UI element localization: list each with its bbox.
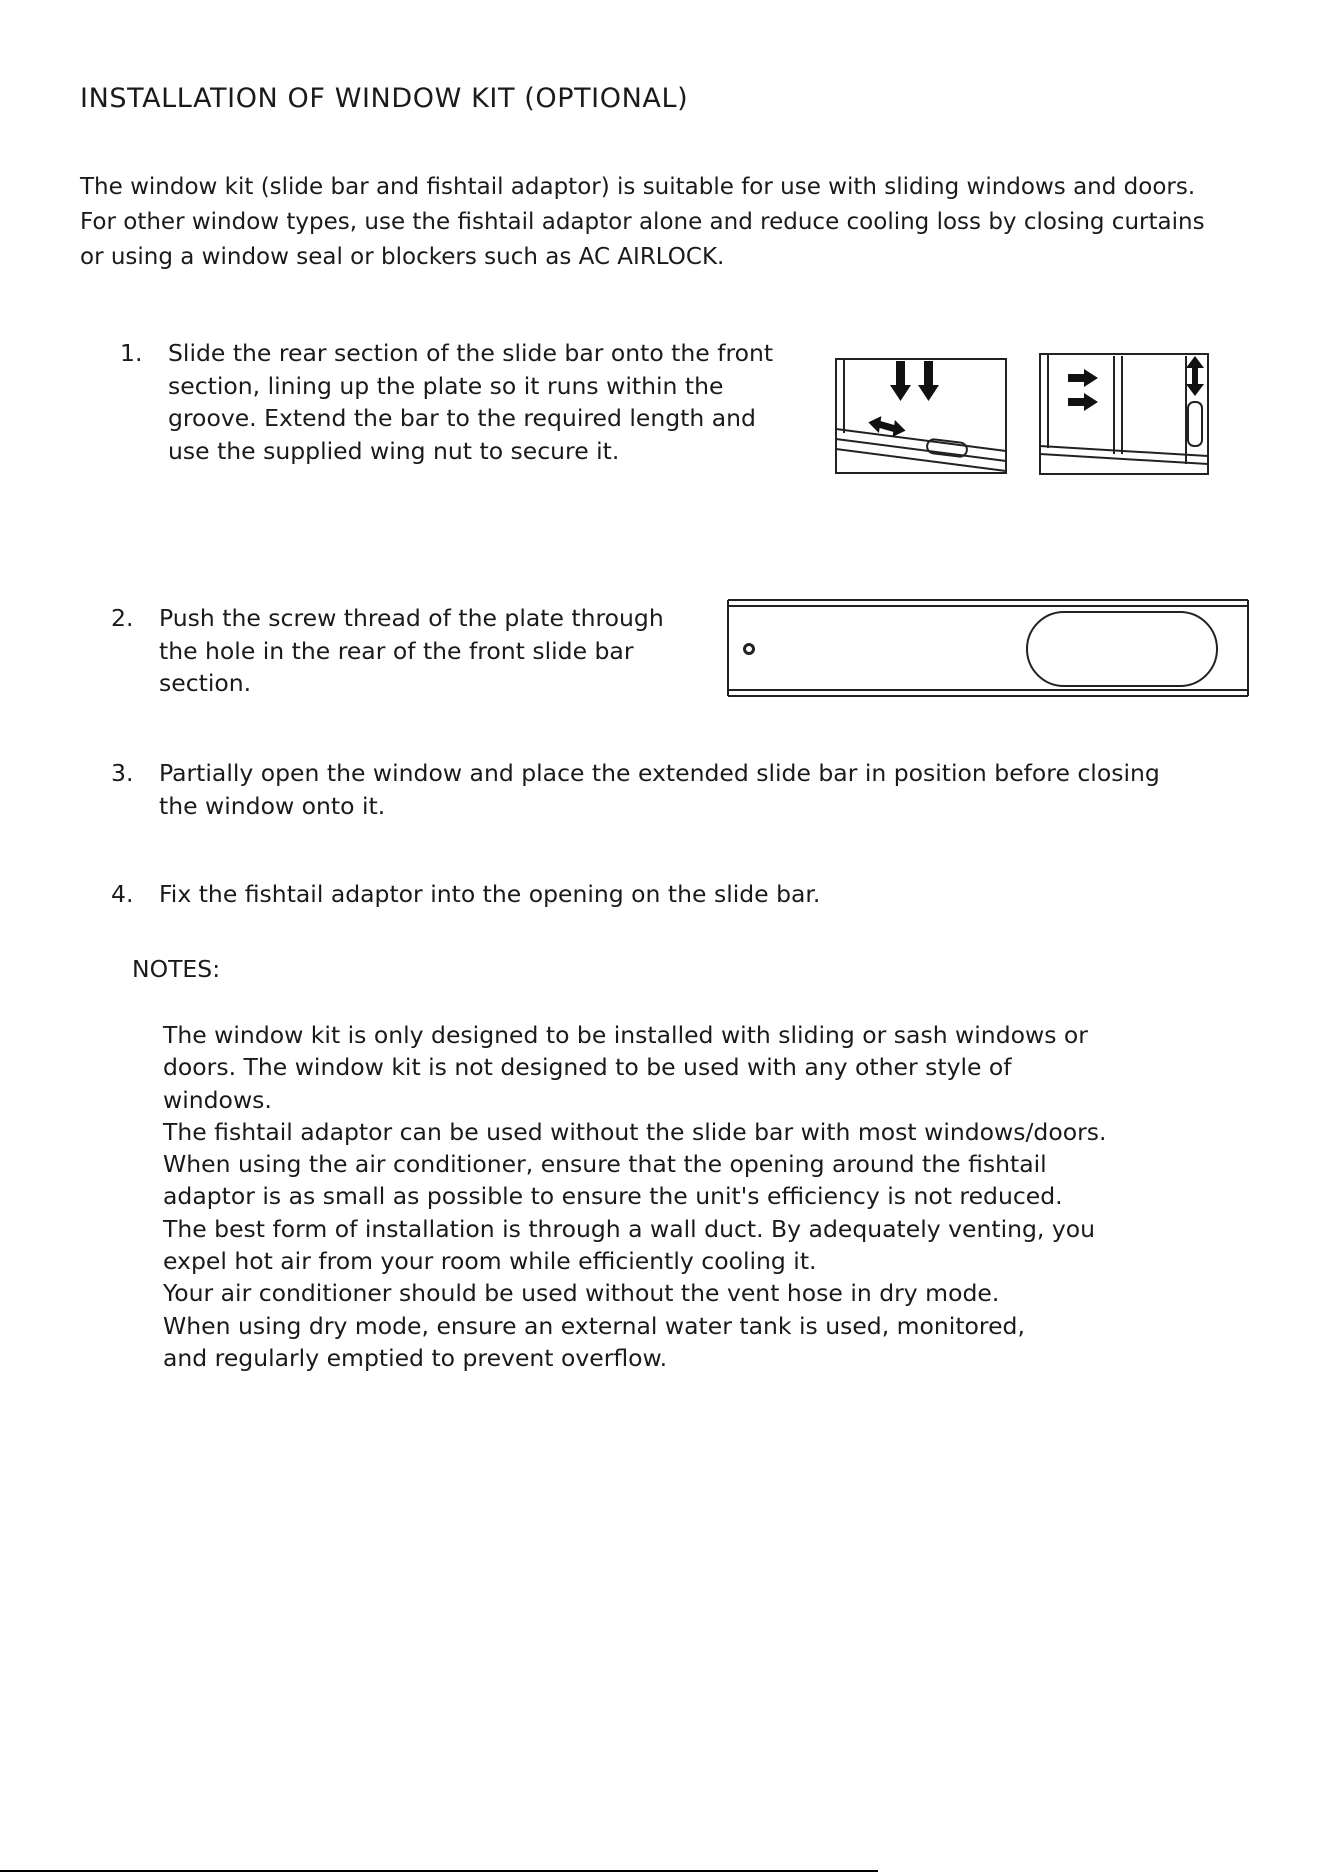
note-line: adaptor is as small as possible to ensure the unit's efficiency is not reduced. — [163, 1182, 1063, 1211]
slide-bar-plate-diagram — [726, 598, 1250, 700]
intro-paragraph — [80, 170, 1260, 275]
note-line: windows. — [163, 1085, 272, 1114]
step-number: 2. — [111, 604, 134, 632]
step-line: section, lining up the plate so it runs within the — [168, 371, 724, 400]
note-line: The window kit is only designed to be installed with sliding or sash windows or — [163, 1021, 1088, 1049]
step-line: use the supplied wing nut to secure it. — [168, 436, 620, 465]
note-line: The fishtail adaptor can be used without the slide bar with most windows/doors. — [163, 1117, 1107, 1146]
step-line: Fix the fishtail adaptor into the opening on the slide bar. — [159, 880, 821, 908]
step-text — [159, 602, 719, 700]
note-line: expel hot air from your room while efficiently cooling it. — [163, 1247, 817, 1276]
step-line: Partially open the window and place the extended slide bar in position before closing — [159, 759, 1160, 787]
intro-line: The window kit (slide bar and fishtail adaptor) is suitable for use with sliding windows and doors. — [80, 174, 1196, 200]
intro-line: For other window types, use the fishtail adaptor alone and reduce cooling loss by closing curtains — [80, 209, 1205, 235]
step-number: 3. — [111, 759, 134, 787]
step-line: the window onto it. — [159, 791, 386, 820]
note-line: Your air conditioner should be used without the vent hose in dry mode. — [163, 1279, 1000, 1308]
step-line: groove. Extend the bar to the required length and — [168, 404, 756, 432]
note-line: When using the air conditioner, ensure that the opening around the fishtail — [163, 1150, 1047, 1179]
slide-bar-extend-diagram — [832, 353, 1012, 478]
step-line: Push the screw thread of the plate through — [159, 604, 664, 632]
notes-heading: NOTES: — [132, 955, 221, 983]
step-line: section. — [159, 669, 252, 697]
step-text — [168, 337, 828, 467]
note-line: doors. The window kit is not designed to be used with any other style of — [163, 1053, 1012, 1082]
note-line: and regularly emptied to prevent overflow. — [163, 1343, 668, 1372]
step-text — [159, 757, 1249, 822]
window-slide-bar-placement-diagram — [1038, 352, 1213, 479]
page-title: INSTALLATION OF WINDOW KIT (OPTIONAL) — [80, 83, 689, 114]
step-line: Slide the rear section of the slide bar onto the front — [168, 339, 774, 367]
step-text — [159, 878, 1249, 911]
step-number: 1. — [120, 339, 143, 367]
notes-list — [163, 1019, 1263, 1374]
intro-line: or using a window seal or blockers such as AC AIRLOCK. — [80, 244, 725, 270]
step-line: the hole in the rear of the front slide bar — [159, 636, 634, 665]
step-number: 4. — [111, 880, 134, 908]
note-line: When using dry mode, ensure an external water tank is used, monitored, — [163, 1311, 1025, 1340]
note-line: The best form of installation is through a wall duct. By adequately venting, you — [163, 1214, 1096, 1243]
